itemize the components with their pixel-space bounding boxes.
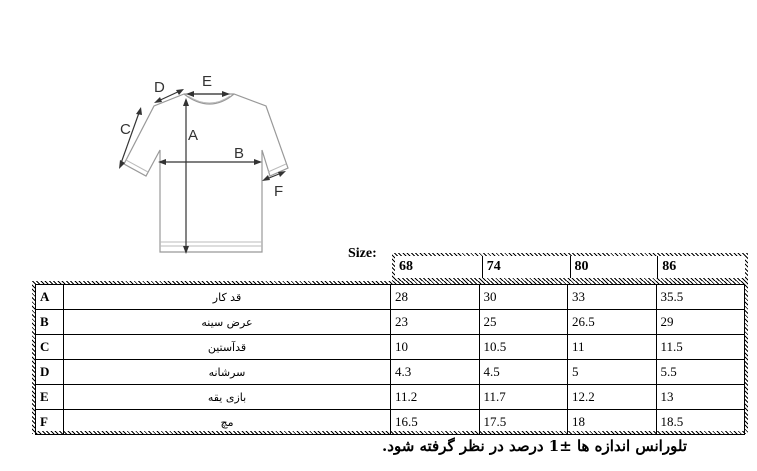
row-letter: B	[36, 310, 64, 335]
size-86: 86	[657, 256, 745, 278]
cell-value: 10	[391, 335, 480, 360]
row-letter: F	[36, 410, 64, 435]
row-letter: D	[36, 360, 64, 385]
label-f: F	[274, 183, 284, 200]
size-label: Size:	[348, 246, 377, 261]
tshirt-illustration	[112, 66, 302, 262]
table-row	[36, 385, 745, 410]
table-row	[36, 360, 745, 385]
table-row	[36, 310, 745, 335]
size-74: 74	[482, 256, 570, 278]
garment-diagram	[112, 66, 302, 262]
cell-value: 4.5	[479, 360, 568, 385]
cell-value: 12.2	[568, 385, 657, 410]
cell-value: 25	[479, 310, 568, 335]
row-letter: A	[36, 285, 64, 310]
row-name: قد کار	[64, 285, 391, 310]
row-name: بازی یقه	[64, 385, 391, 410]
cell-value: 16.5	[391, 410, 480, 435]
label-e: E	[202, 73, 213, 90]
label-b: B	[234, 145, 245, 162]
table-row	[36, 335, 745, 360]
cell-value: 30	[479, 285, 568, 310]
label-a: A	[188, 127, 199, 144]
cell-value: 11.7	[479, 385, 568, 410]
tolerance-note: تلورانس اندازه ها ±1 درصد در نظر گرفته شود.	[382, 437, 687, 455]
row-name: مچ	[64, 410, 391, 435]
cell-value: 29	[656, 310, 745, 335]
cell-value: 23	[391, 310, 480, 335]
cell-value: 35.5	[656, 285, 745, 310]
size-table	[32, 281, 748, 434]
cell-value: 33	[568, 285, 657, 310]
row-name: سرشانه	[64, 360, 391, 385]
cell-value: 17.5	[479, 410, 568, 435]
row-name: عرض سینه	[64, 310, 391, 335]
cell-value: 5	[568, 360, 657, 385]
size-80: 80	[570, 256, 658, 278]
cell-value: 11	[568, 335, 657, 360]
cell-value: 11.5	[656, 335, 745, 360]
size-68: 68	[399, 259, 413, 274]
cell-value: 4.3	[391, 360, 480, 385]
row-letter: E	[36, 385, 64, 410]
cell-value: 18	[568, 410, 657, 435]
table-row	[36, 410, 745, 435]
cell-value: 28	[391, 285, 480, 310]
cell-value: 5.5	[656, 360, 745, 385]
row-letter: C	[36, 335, 64, 360]
table-row	[36, 285, 745, 310]
label-c: C	[120, 121, 131, 138]
cell-value: 10.5	[479, 335, 568, 360]
cell-value: 11.2	[391, 385, 480, 410]
size-header	[392, 253, 748, 281]
cell-value: 13	[656, 385, 745, 410]
row-name: قدآستین	[64, 335, 391, 360]
cell-value: 26.5	[568, 310, 657, 335]
label-d: D	[154, 79, 165, 96]
cell-value: 18.5	[656, 410, 745, 435]
